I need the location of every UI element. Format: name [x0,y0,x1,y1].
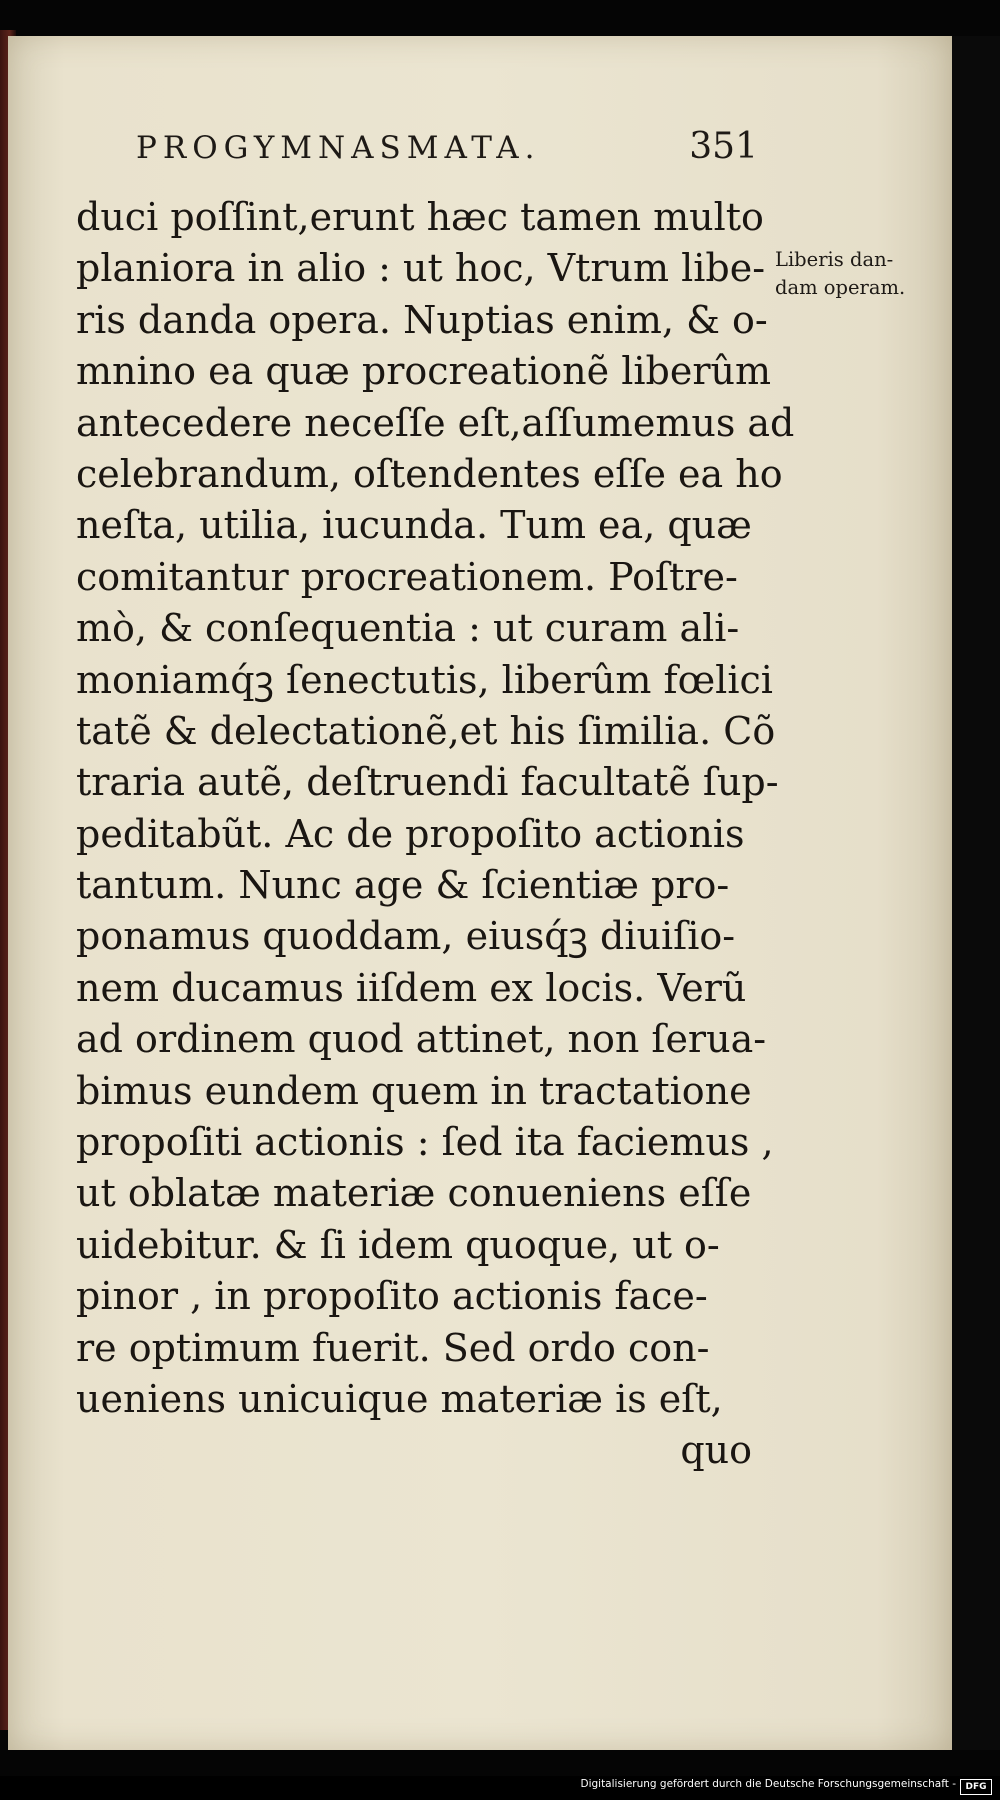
text-line: ad ordinem quod attinet, non ſerua- [76,1017,767,1062]
text-line: traria autẽ, deſtruendi facultatẽ ſup- [76,760,779,805]
text-line: neſta, utilia, iucunda. Tum ea, quæ [76,503,752,548]
dfg-logo: DFG [960,1779,992,1795]
body-text [76,192,795,1477]
text-line: re optimum fuerit. Sed ordo con- [76,1325,710,1370]
text-line: propoſiti actionis : ſed ita faciemus , [76,1120,774,1165]
text-line: pinor , in propoſito actionis face- [76,1274,708,1319]
text-line: tantum. Nunc age & ſcientiæ pro- [76,863,730,908]
page-number: 351 [689,126,758,167]
text-line: mnino ea quæ procreationẽ liberûm [76,349,772,394]
page-header [136,126,766,180]
text-line: nem ducamus iiſdem ex locis. Verũ [76,965,747,1010]
funding-credit: Digitalisierung gefördert durch die Deutsche Forschungsgemeinschaft - [580,1778,956,1790]
text-line: moniamq́ꝫ ſenectutis, liberûm fœlici [76,657,773,702]
footer-bar [0,1776,1000,1800]
text-line: planiora in alio : ut hoc, Vtrum libe- [76,246,766,291]
running-title: PROGYMNASMATA. [136,130,541,166]
marginal-note [775,246,950,302]
text-line: duci poſſint,erunt hæc tamen multo [76,195,764,239]
catchword: quo [680,1428,752,1473]
text-line: bimus eundem quem in tractatione [76,1068,752,1113]
marginal-note-line: Liberis dan- [775,248,894,271]
text-line: ueniens unicuique materiæ is eſt, [76,1376,723,1421]
text-line: mò, & conſequentia : ut curam ali- [76,606,740,651]
text-line: comitantur procreationem. Poſtre- [76,554,738,599]
text-line: ut oblatæ materiæ conueniens eſſe [76,1171,752,1216]
scan-right-border [952,36,1000,1750]
text-line: ris danda opera. Nuptias enim, & o- [76,297,768,342]
text-line: peditabũt. Ac de propoſito actionis [76,811,745,856]
text-line: celebrandum, oſtendentes eſſe ea ho [76,451,783,496]
text-line: antecedere neceſſe eſt,aſſumemus ad [76,400,795,445]
text-line: ponamus quoddam, eiusq́ꝫ diuiſio- [76,914,736,959]
text-line: uidebitur. & ſi idem quoque, ut o- [76,1222,720,1267]
marginal-note-line: dam operam. [775,276,906,299]
text-line: tatẽ & delectationẽ,et his ſimilia. Cõ [76,708,776,753]
